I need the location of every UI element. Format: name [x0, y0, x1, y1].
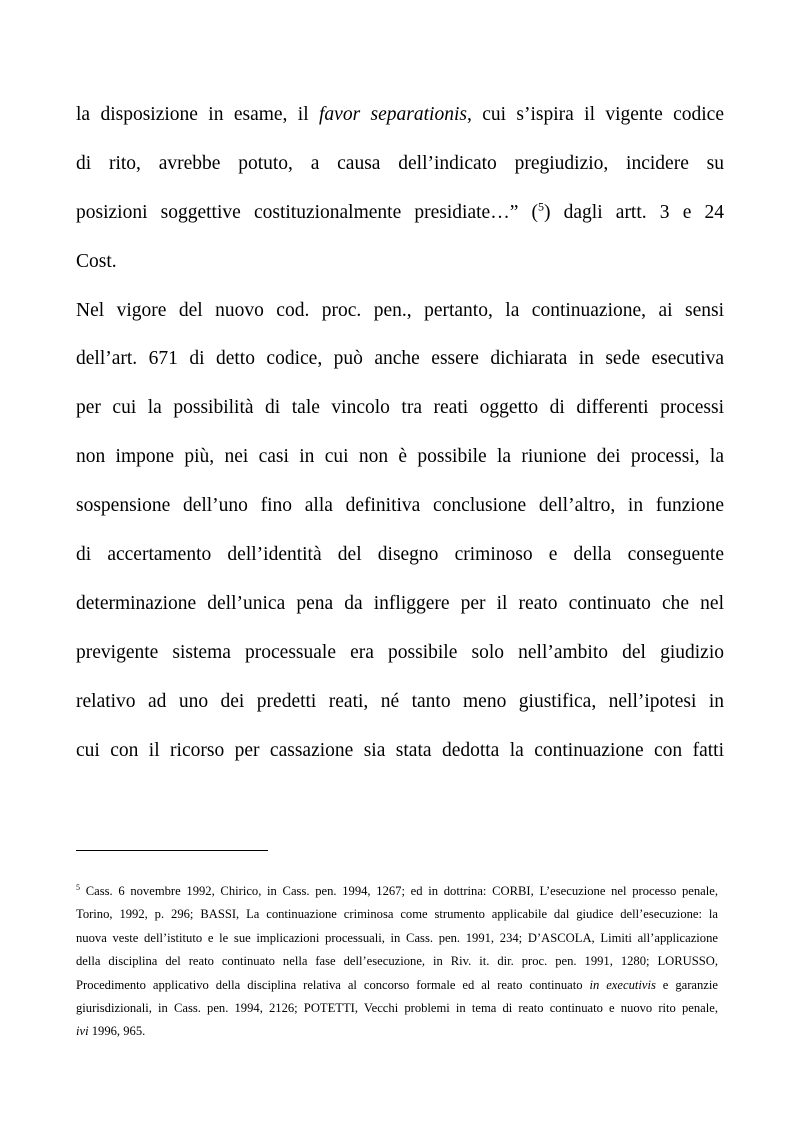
footnote	[76, 880, 718, 1044]
footnote-reference[interactable]: 5	[538, 199, 544, 214]
footnote-line: della disciplina del reato continuato nella fase dell’esecuzione, in Riv. it. dir. proc. pen. 1991, 1280; LORUSSO,	[76, 954, 718, 969]
text-line: previgente sistema processuale era possibile solo nell’ambito del giudizio	[76, 641, 724, 663]
text-line: cui con il ricorso per cassazione sia stata dedotta la continuazione con fatti	[76, 739, 724, 761]
main-text-block	[76, 91, 724, 775]
text-line: determinazione dell’unica pena da infliggere per il reato continuato che nel	[76, 592, 724, 614]
text-line: dell’art. 671 di detto codice, può anche essere dichiarata in sede esecutiva	[76, 348, 724, 370]
text-line: la disposizione in esame, il favor separationis, cui s’ispira il vigente codice	[76, 104, 724, 125]
footnote-separator	[76, 850, 268, 851]
footnote-line: $^5$ Cass. 6 novembre 1992, Chirico, in Cass. pen. 1994, 1267; ed in dottrina: CORBI, L’esecuzione nel processo penale,	[76, 882, 718, 898]
footnote-line: nuova veste dell’istituto e le sue implicazioni processuali, in Cass. pen. 1991, 234; D’ASCOLA, Limiti all’applicazione	[76, 930, 718, 945]
footnote-line: giurisdizionali, in Cass. pen. 1994, 2126; POTETTI, Vecchi problemi in tema di reato continuato e nuovo rito penale,	[76, 1000, 718, 1015]
footnote-line: Procedimento applicativo della disciplina relativa al concorso formale ed al reato continuato in executivis e garanzie	[76, 977, 718, 992]
text-line: non impone più, nei casi in cui non è possibile la riunione dei processi, la	[76, 446, 724, 468]
text-line: di accertamento dell’identità del disegno criminoso e della conseguente	[76, 544, 724, 566]
footnote-number: 5	[76, 882, 80, 892]
text-line: per cui la possibilità di tale vincolo tra reati oggetto di differenti processi	[76, 397, 724, 419]
footnote-line: Torino, 1992, p. 296; BASSI, La continuazione criminosa come strumento applicabile dal giudice dell’esecuzione: la	[76, 907, 718, 922]
text-line: Nel vigore del nuovo cod. proc. pen., pertanto, la continuazione, ai sensi	[76, 299, 724, 321]
text-line: Cost.	[76, 250, 117, 272]
footnote-line: ivi 1996, 965.	[76, 1024, 146, 1039]
text-line: relativo ad uno dei predetti reati, né tanto meno giustifica, nell’ipotesi in	[76, 690, 724, 712]
text-line: posizioni soggettive costituzionalmente presidiate…” ($^5$) dagli artt. 3 e 24	[76, 199, 725, 223]
text-line: sospensione dell’uno fino alla definitiva conclusione dell’altro, in funzione	[76, 495, 724, 517]
text-line: di rito, avrebbe potuto, a causa dell’indicato pregiudizio, incidere su	[76, 152, 724, 174]
